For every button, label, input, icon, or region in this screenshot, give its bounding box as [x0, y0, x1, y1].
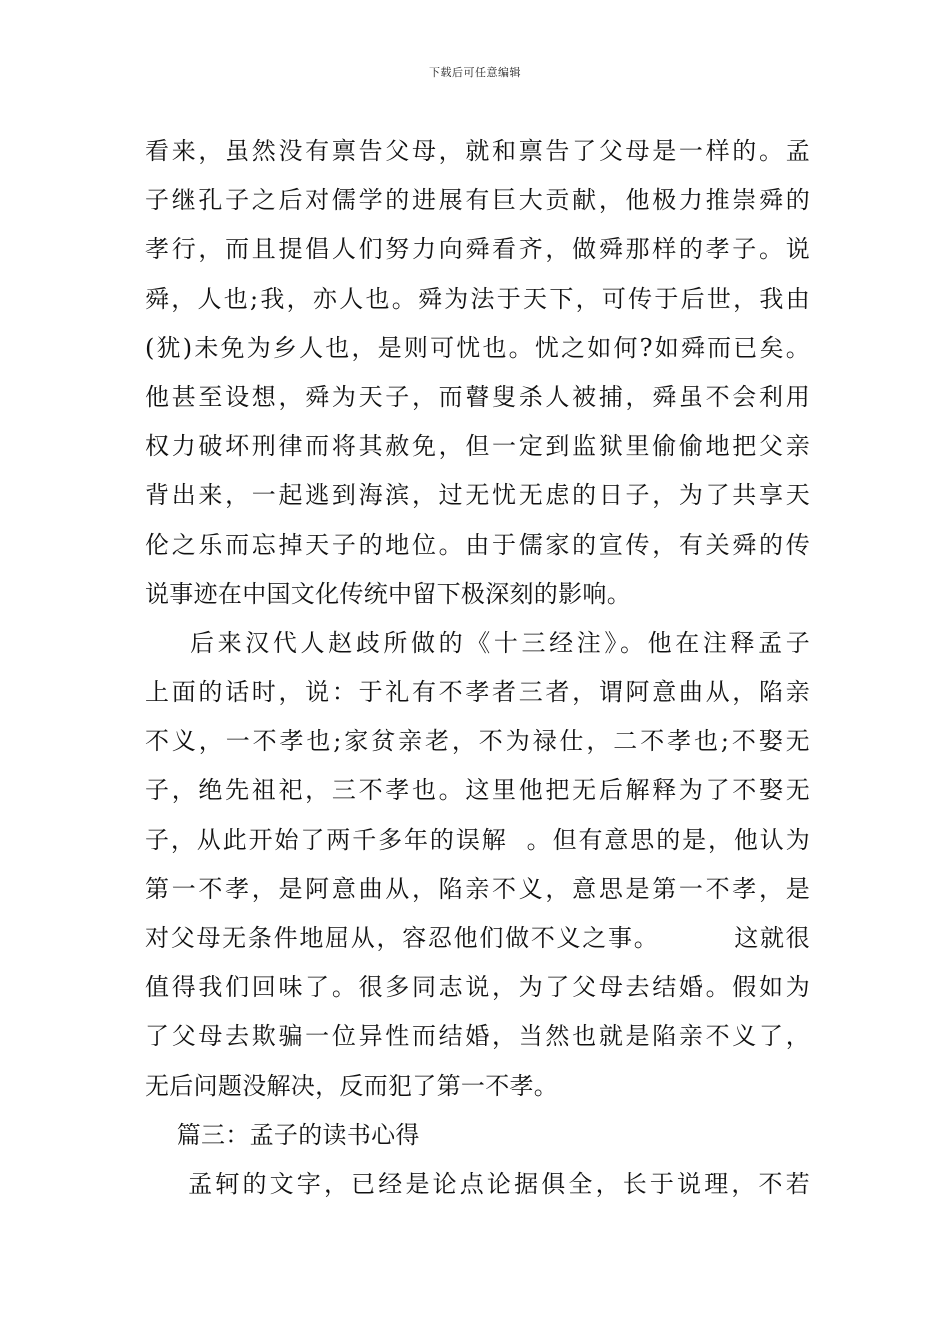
text-line: 子继孔子之后对儒学的进展有巨大贡献，他极力推崇舜的	[145, 186, 810, 215]
text-line: 伦之乐而忘掉天子的地位。由于儒家的宣传，有关舜的传	[145, 530, 810, 559]
text-line: 无后问题没解决，反而犯了第一不孝。	[145, 1071, 559, 1100]
text-line: 舜，人也;我，亦人也。舜为法于天下，可传于后世，我由	[145, 284, 810, 313]
text-line: 说事迹在中国文化传统中留下极深刻的影响。	[145, 579, 631, 608]
text-line: 子，绝先祖祀，三不孝也。这里他把无后解释为了不娶无	[145, 776, 810, 805]
text-line: 他甚至设想，舜为天子，而瞽叟杀人被捕，舜虽不会利用	[145, 382, 810, 411]
text-line: 权力破坏刑律而将其赦免，但一定到监狱里偷偷地把父亲	[145, 432, 810, 461]
paragraph-first-line: 孟轲的文字，已经是论点论据俱全，长于说理，不若	[145, 1169, 810, 1198]
text-line: 了父母去欺骗一位异性而结婚，当然也就是陷亲不义了，	[145, 1022, 810, 1051]
text-line: 上面的话时，说：于礼有不孝者三者，谓阿意曲从，陷亲	[145, 678, 810, 707]
text-line: 不义，一不孝也;家贫亲老，不为禄仕，二不孝也;不娶无	[145, 727, 810, 756]
text-line: (犹)未免为乡人也，是则可忧也。忧之如何?如舜而已矣。	[145, 333, 810, 362]
text-line: 对父母无条件地屈从，容忍他们做不义之事。 这就很	[145, 924, 810, 952]
text-line: 背出来，一起逃到海滨，过无忧无虑的日子，为了共享天	[145, 481, 810, 510]
text-line: 子，从此开始了两千多年的误解 。但有意思的是，他认为	[145, 825, 810, 854]
text-line: 孝行，而且提倡人们努力向舜看齐，做舜那样的孝子。说	[145, 235, 810, 264]
page-header: 下载后可任意编辑	[429, 66, 521, 79]
text-line: 第一不孝，是阿意曲从，陷亲不义，意思是第一不孝，是	[145, 874, 810, 903]
body-text	[145, 127, 810, 1209]
text-line: 看来，虽然没有禀告父母，就和禀告了父母是一样的。孟	[145, 137, 810, 165]
section-heading: 篇三：孟子的读书心得	[145, 1120, 420, 1149]
paragraph-first-line: 后来汉代人赵歧所做的《十三经注》。他在注释孟子	[145, 628, 810, 657]
text-line: 值得我们回味了。很多同志说，为了父母去结婚。假如为	[145, 973, 810, 1002]
